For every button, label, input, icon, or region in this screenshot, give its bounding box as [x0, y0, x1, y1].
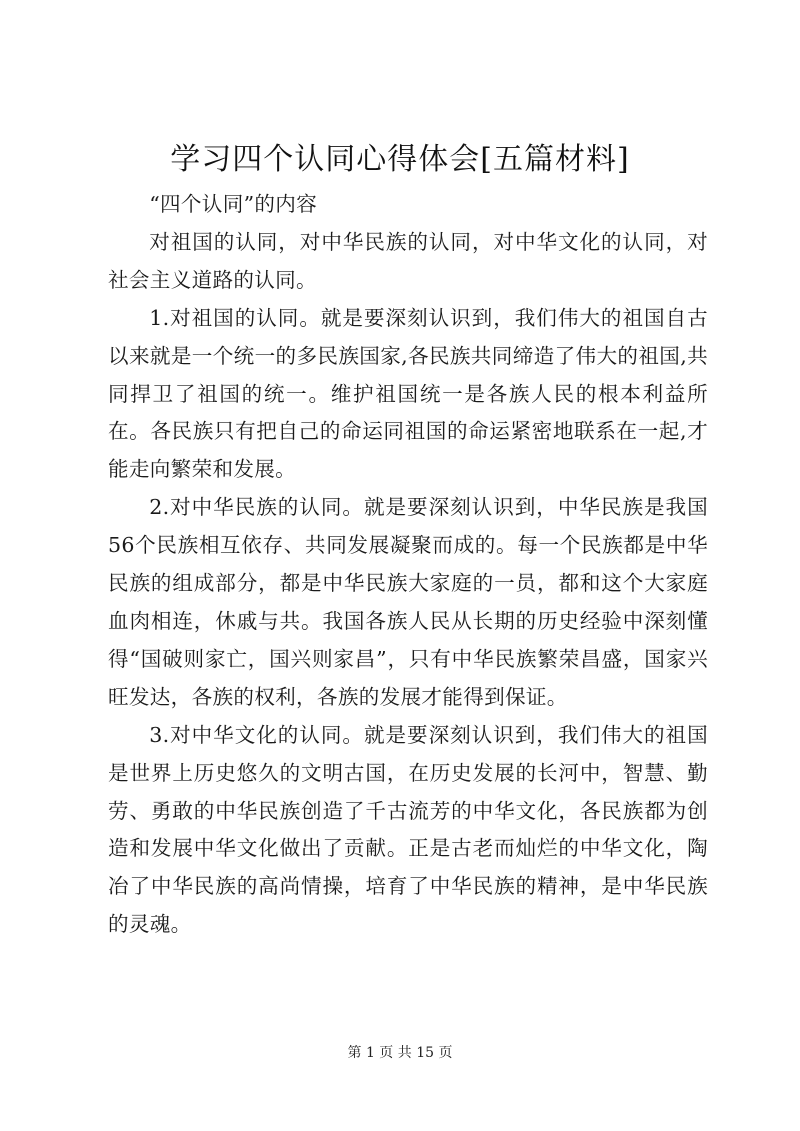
- document-body: [108, 186, 708, 944]
- paragraph-section-heading: “四个认同”的内容: [149, 192, 318, 216]
- paragraph-item-1: 1.对祖国的认同。就是要深刻认识到，我们伟大的祖国自古以来就是一个统一的多民族国家,各民族共同缔造了伟大的祖国,共同捍卫了祖国的统一。维护祖国统一是各族人民的根本利益所在。各民族只有把自己的命运同祖国的命运紧密地联系在一起,才能走向繁荣和发展。: [108, 305, 708, 482]
- paragraph-item-3: 3.对中华文化的认同。就是要深刻认识到，我们伟大的祖国是世界上历史悠久的文明古国，在历史发展的长河中，智慧、勤劳、勇敢的中华民族创造了千古流芳的中华文化，各民族都为创造和发展中华文化做出了贡献。正是古老而灿烂的中华文化，陶冶了中华民族的高尚情操，培育了中华民族的精神，是中华民族的灵魂。: [108, 722, 708, 937]
- page-title: 学习四个认同心得体会[五篇材料]: [170, 142, 630, 177]
- paragraph-intro: 对祖国的认同，对中华民族的认同，对中华文化的认同，对社会主义道路的认同。: [108, 229, 708, 292]
- page-footer: 第 1 页 共 15 页: [347, 1045, 453, 1061]
- paragraph-item-2: 2.对中华民族的认同。就是要深刻认识到，中华民族是我国56个民族相互依存、共同发展凝聚而成的。每一个民族都是中华民族的组成部分，都是中华民族大家庭的一员，都和这个大家庭血肉相连，休戚与共。我国各族人民从长期的历史经验中深刻懂得“国破则家亡，国兴则家昌”，只有中华民族繁荣昌盛，国家兴旺发达，各族的权利，各族的发展才能得到保证。: [108, 495, 708, 709]
